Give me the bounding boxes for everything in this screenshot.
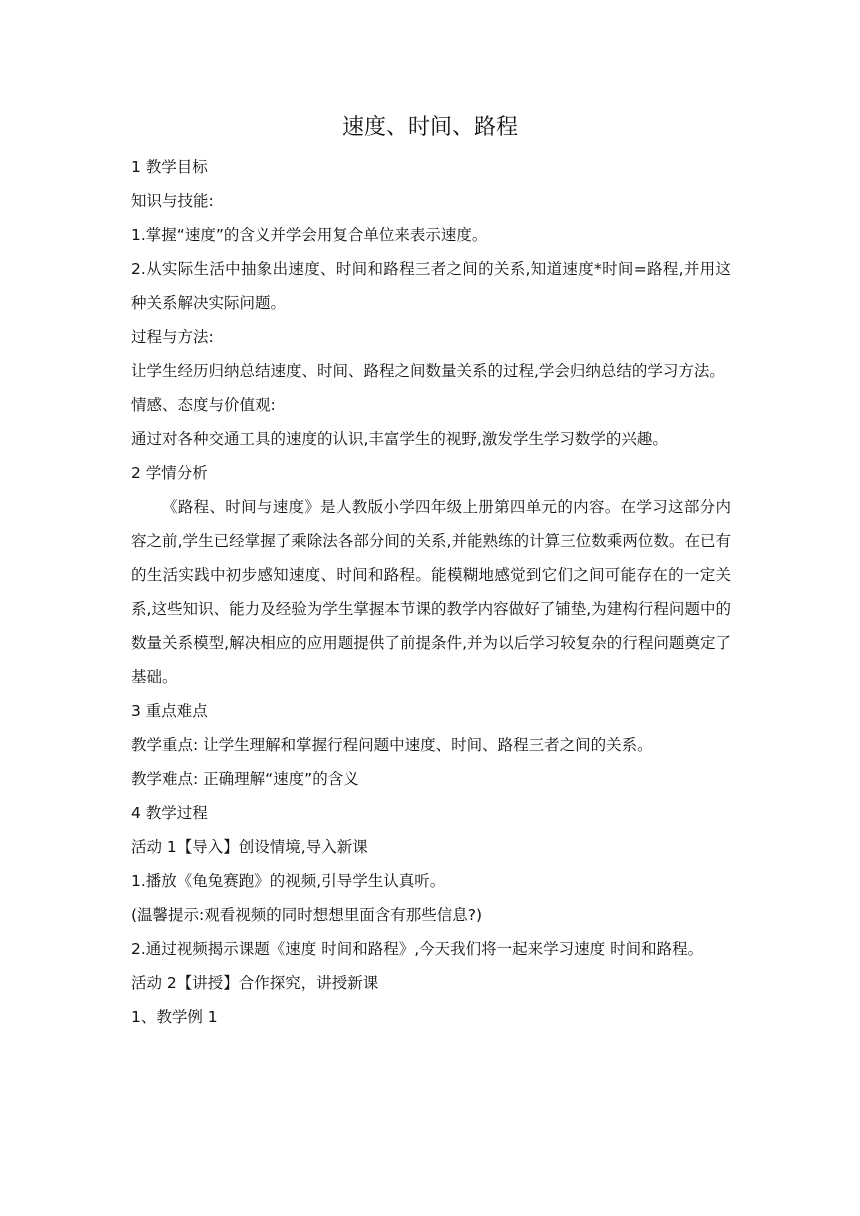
section-heading-objectives: 1 教学目标 — [131, 158, 208, 176]
section-heading-process: 4 教学过程 — [131, 804, 208, 822]
paragraph: 教学难点: 正确理解“速度”的含义 — [131, 770, 359, 788]
paragraph: 1、教学例 1 — [131, 1008, 218, 1026]
subheading-knowledge-skills: 知识与技能: — [131, 192, 214, 210]
paragraph: 2.从实际生活中抽象出速度、时间和路程三者之间的关系,知道速度*时间=路程,并用这种关系解决实际问题。 — [131, 260, 731, 312]
document-body — [131, 150, 731, 1034]
section-heading-key-points: 3 重点难点 — [131, 702, 208, 720]
activity-heading: 活动 2【讲授】合作探究，讲授新课 — [131, 974, 379, 992]
activity-heading: 活动 1【导入】创设情境,导入新课 — [131, 838, 368, 856]
document-title: 速度、时间、路程 — [341, 115, 518, 140]
paragraph: 通过对各种交通工具的速度的认识,丰富学生的视野,激发学生学习数学的兴趣。 — [131, 430, 668, 448]
section-heading-analysis: 2 学情分析 — [131, 464, 208, 482]
paragraph: (温馨提示:观看视频的同时想想里面含有那些信息?) — [131, 906, 483, 924]
paragraph: 《路程、时间与速度》是人教版小学四年级上册第四单元的内容。在学习这部分内容之前,学生已经掌握了乘除法各部分间的关系,并能熟练的计算三位数乘两位数。在已有的生活实践中初步感知速度、时间和路程。能模糊地感觉到它们之间可能存在的一定关系,这些知识、能力及经验为学生掌握本节课的教学内容做好了铺垫,为建构行程问题中的数量关系模型,解决相应的应用题提供了前提条件,并为以后学习较复杂的行程问题奠定了基础。 — [131, 498, 731, 686]
paragraph: 教学重点: 让学生理解和掌握行程问题中速度、时间、路程三者之间的关系。 — [131, 736, 653, 754]
subheading-emotion-values: 情感、态度与价值观: — [131, 396, 276, 414]
paragraph: 1.播放《龟兔赛跑》的视频,引导学生认真听。 — [131, 872, 446, 890]
paragraph: 让学生经历归纳总结速度、时间、路程之间数量关系的过程,学会归纳总结的学习方法。 — [131, 362, 725, 380]
subheading-process-method: 过程与方法: — [131, 328, 214, 346]
paragraph: 2.通过视频揭示课题《速度 时间和路程》,今天我们将一起来学习速度 时间和路程。 — [131, 940, 704, 958]
paragraph: 1.掌握“速度”的含义并学会用复合单位来表示速度。 — [131, 226, 488, 244]
